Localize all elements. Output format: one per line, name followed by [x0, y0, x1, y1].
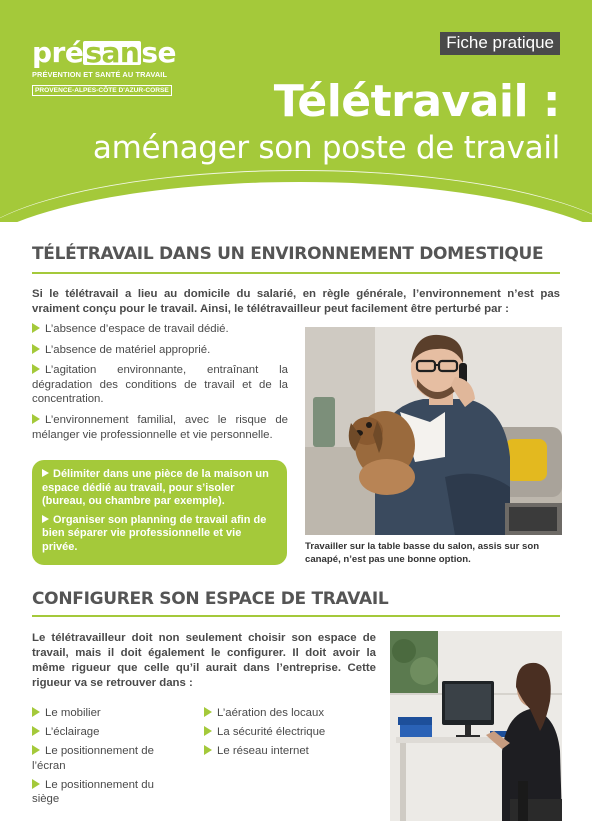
section2-list-col2 — [204, 706, 379, 763]
logo-region: PROVENCE-ALPES-CÔTE D'AZUR-CORSE — [32, 85, 172, 96]
section2-list-col1 — [32, 706, 182, 812]
page-title: Télétravail : — [273, 76, 560, 127]
list-item-text: Le positionnement de l’écran — [32, 745, 154, 772]
triangle-bullet-icon — [32, 344, 40, 354]
list-item-text: L’agitation environnante, entraînant la dégradation des conditions de travail et de la concentration. — [32, 364, 288, 406]
list-item-text: L’absence d’espace de travail dédié. — [45, 323, 229, 335]
section2-intro: Le télétravailleur doit non seulement choisir son espace de travail, mais il doit également le configurer. Il doit avoir la même rigueur que celle qu’il aurait dans l’entreprise. Cette rigueur va se retrouver dans : — [32, 632, 376, 689]
list-item — [32, 413, 288, 442]
triangle-bullet-icon — [204, 726, 212, 736]
section1-divider — [32, 272, 560, 274]
section1-intro: Si le télétravail a lieu au domicile du salarié, en règle générale, l’environnement n’est pas vraiment conçu pour le travail. Ainsi, le télétravailleur peut facilement être perturbé par : — [32, 288, 560, 315]
page-subtitle: aménager son poste de travail — [92, 130, 560, 166]
triangle-bullet-icon — [32, 779, 40, 789]
section1-title: TÉLÉTRAVAIL DANS UN ENVIRONNEMENT DOMESTIQUE — [32, 244, 544, 264]
list-item-text: L’aération des locaux — [217, 707, 325, 719]
logo-pre: pré — [32, 36, 84, 69]
list-item — [32, 725, 182, 740]
presanse-logo — [32, 38, 182, 97]
triangle-bullet-icon — [204, 745, 212, 755]
triangle-bullet-icon — [32, 745, 40, 755]
list-item-text: L’environnement familial, avec le risque de mélanger vie professionnelle et vie personnelle. — [32, 413, 288, 441]
triangle-bullet-icon — [32, 414, 40, 424]
triangle-bullet-icon — [42, 515, 49, 523]
list-item — [204, 725, 379, 740]
list-item — [32, 322, 288, 337]
photo-caption: Travailler sur la table basse du salon, assis sur son canapé, n’est pas une bonne option. — [305, 541, 540, 565]
triangle-bullet-icon — [32, 707, 40, 717]
photo-man-sofa-dog — [305, 327, 562, 535]
tip-text: Délimiter dans une pièce de la maison un espace dédié au travail, pour s’isoler (bureau, ou chambre par exemple). — [42, 468, 269, 507]
section2-title: CONFIGURER SON ESPACE DE TRAVAIL — [32, 589, 389, 609]
list-item — [204, 744, 379, 759]
list-item — [204, 706, 379, 721]
tips-box — [32, 460, 287, 565]
tip-item — [42, 514, 277, 555]
list-item-text: La sécurité électrique — [217, 726, 326, 739]
triangle-bullet-icon — [32, 323, 40, 333]
triangle-bullet-icon — [42, 469, 49, 477]
list-item — [32, 706, 182, 721]
logo-post: se — [141, 36, 176, 69]
photo-woman-desk — [390, 631, 562, 821]
section2-divider — [32, 615, 560, 617]
header-banner — [0, 0, 592, 222]
logo-wordmark — [32, 38, 182, 68]
list-item — [32, 744, 182, 773]
list-item — [32, 343, 288, 358]
triangle-bullet-icon — [204, 707, 212, 717]
list-item-text: L’éclairage — [45, 726, 100, 739]
list-item-text: Le réseau internet — [217, 745, 309, 758]
doc-type-badge: Fiche pratique — [440, 32, 560, 55]
list-item-text: Le mobilier — [45, 707, 101, 719]
section1-bullet-list — [32, 322, 288, 448]
logo-san: san — [85, 36, 140, 69]
list-item — [32, 778, 182, 807]
list-item-text: Le positionnement du siège — [32, 778, 154, 806]
tip-text: Organiser son planning de travail afin de bien séparer vie professionnelle et vie privée. — [42, 513, 267, 553]
list-item — [32, 363, 288, 407]
triangle-bullet-icon — [32, 726, 40, 736]
list-item-text: L’absence de matériel approprié. — [45, 343, 211, 356]
triangle-bullet-icon — [32, 364, 40, 374]
logo-tagline: PRÉVENTION ET SANTÉ AU TRAVAIL — [32, 70, 168, 79]
tip-item — [42, 468, 277, 509]
